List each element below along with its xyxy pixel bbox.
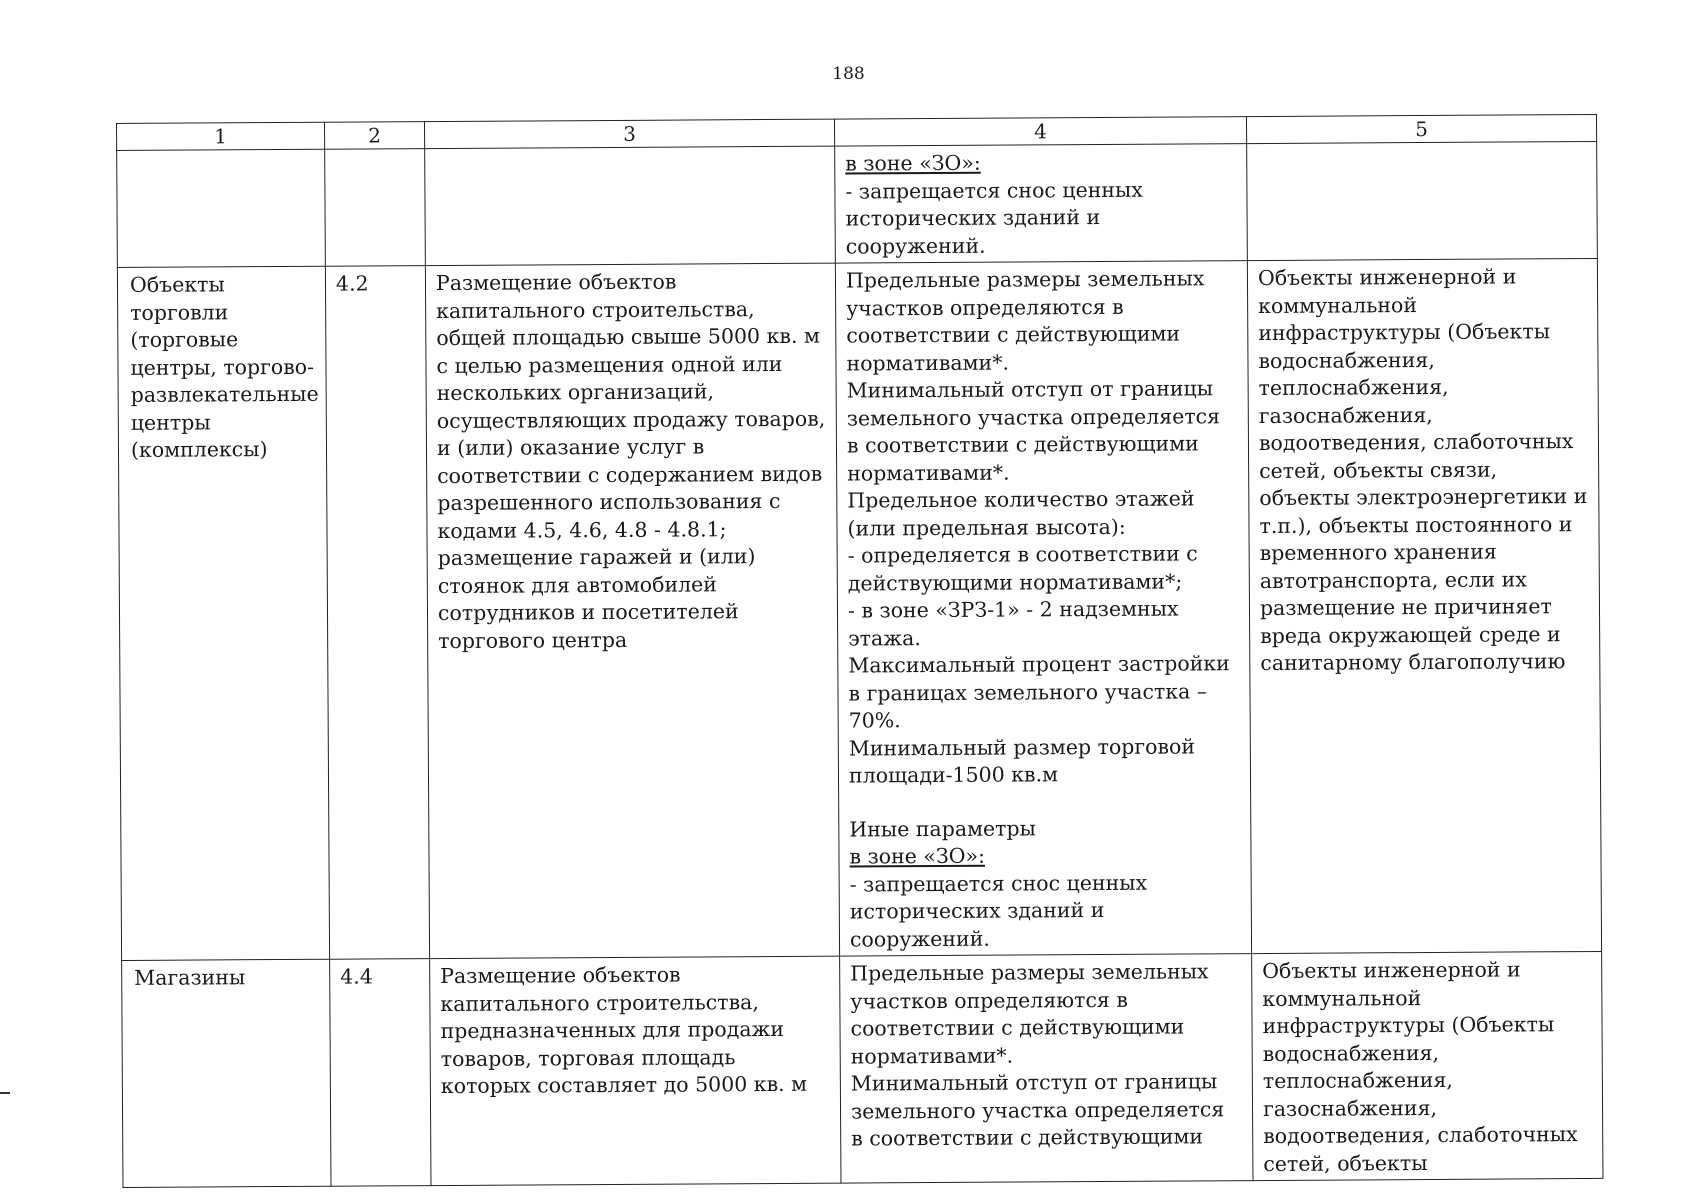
cell-empty	[1247, 141, 1598, 260]
auxiliary-text: Объекты инженерной и коммунальной инфраструктуры (Объекты водоснабжения, теплоснабжения, газоснабжения, водоотведения, слаботочных сетей, объекты	[1262, 957, 1578, 1176]
cell-code: 4.4	[330, 959, 431, 1187]
regulations-table	[116, 114, 1603, 1188]
zone-label: в зоне «ЗО»:	[849, 843, 986, 869]
parameters-text: Предельные размеры земельных участков определяются в соответствии с действующими нормативами*. Минимальный отступ от границы земельного участка определяется в соответствии с действующими	[850, 959, 1225, 1151]
cell-description	[425, 263, 839, 958]
table-row	[117, 141, 1598, 267]
cell-parameters	[835, 144, 1248, 264]
auxiliary-text: Объекты инженерной и коммунальной инфраструктуры (Объекты водоснабжения, теплоснабжения, газоснабжения, водоотведения, слаботочных сетей, объекты связи, объекты электроэнергетики и т.п.), объекты постоянного и временного хранения автотранспорта, если их размещение не причиняет вреда окружающей среде и санитарному благополучию	[1257, 264, 1588, 676]
description-text: Размещение объектов капитального строительства, общей площадью свыше 5000 кв. м с целью размещения одной или нескольких организаций, осуществляющих продажу товаров, и (или) оказание услуг в соответствии с содержанием видов разрешенного использования с кодами 4.5, 4.6, 4.8 - 4.8.1; размещение гаражей и (или) стоянок для автомобилей сотрудников и посетителей торгового центра	[435, 269, 826, 653]
column-header-3: 3	[424, 119, 834, 149]
use-name-text: Магазины	[134, 965, 246, 990]
cell-empty	[425, 146, 836, 266]
cell-parameters	[835, 261, 1251, 957]
zone-restriction: - запрещается снос ценных исторических зданий и сооружений.	[845, 177, 1143, 259]
cell-auxiliary-uses	[1247, 258, 1601, 953]
page-number: 188	[832, 64, 865, 84]
cell-parameters	[840, 954, 1253, 1184]
column-header-4: 4	[834, 117, 1246, 147]
spacer	[849, 788, 1240, 816]
margin-mark	[0, 1092, 10, 1094]
cell-description	[430, 956, 841, 1186]
cell-code: 4.2	[325, 266, 429, 960]
cell-empty	[325, 149, 426, 267]
column-header-5: 5	[1246, 114, 1596, 143]
parameters-text: Предельные размеры земельных участков определяются в соответствии с действующими нормативами*. Минимальный отступ от границы земельного участка определяется в соответствии с действующими нормативами*. Предельное количество этажей (или предельная высота): - определяется в соответствии с действующими нормативами*; - в зоне «ЗРЗ-1» - 2 надземных этажа. Максимальный процент застройки в границах земельного участка – 70%. Минимальный размер торговой площади-1500 кв.м	[845, 266, 1230, 788]
zone-label: в зоне «ЗО»:	[845, 150, 981, 176]
column-header-2: 2	[324, 122, 424, 150]
other-parameters-label: Иные параметры	[849, 815, 1036, 842]
cell-empty	[117, 149, 326, 267]
column-header-1: 1	[117, 122, 325, 150]
table-row	[122, 951, 1603, 1187]
cell-use-name	[122, 959, 331, 1187]
cell-use-name	[117, 266, 329, 960]
use-name-text: Объекты торговли (торговые центры, торгово- развлекательные центры (комплексы)	[129, 272, 319, 462]
description-text: Размещение объектов капитального строительства, предназначенных для продажи товаров, торговая площадь которых составляет до 5000 кв. м	[440, 962, 808, 1099]
zone-restriction: - запрещается снос ценных исторических зданий и сооружений.	[849, 870, 1148, 952]
table-row	[117, 258, 1601, 960]
cell-auxiliary-uses	[1252, 951, 1603, 1180]
